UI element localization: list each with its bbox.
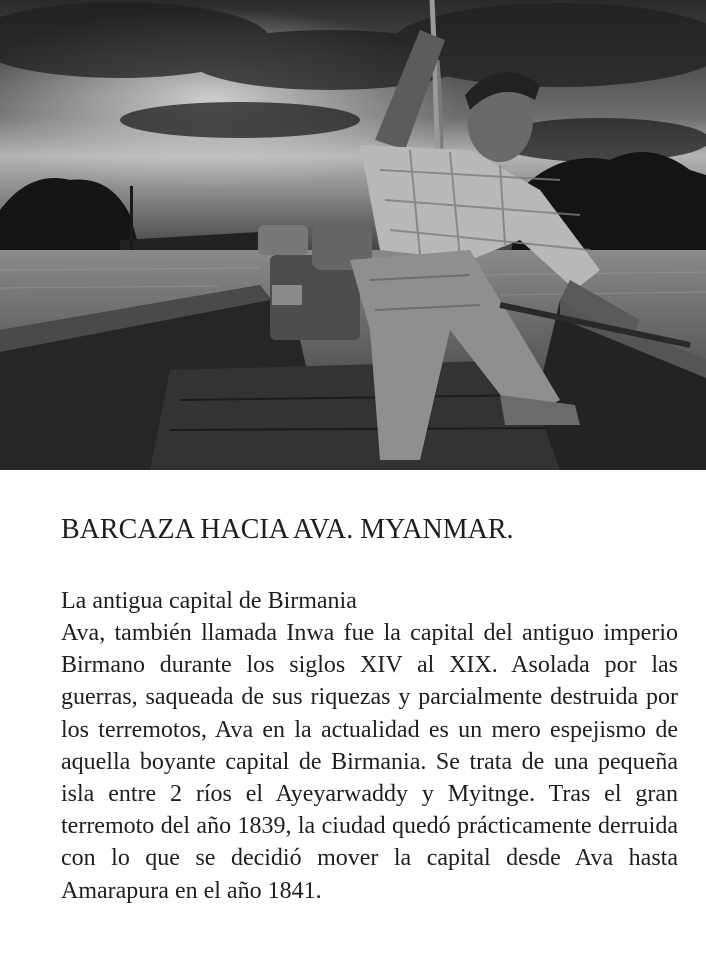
caption-block [61,512,678,907]
photo-image [0,0,706,470]
article-subtitle: La antigua capital de Birmania [61,588,357,614]
article-body: Ava, también llamada Inwa fue la capital del antiguo imperio Birmano durante los siglos XIV al XIX. Asolada por las guerras, saqueada de sus riquezas y parcialmente destruida por los terremotos, Ava en la actualidad es un mero espejismo de aquella boyante capital de Birmania. Se trata de una pequeña isla entre 2 ríos el Ayeyarwaddy y Myitnge. Tras el gran terremoto del año 1839, la ciudad quedó prácticamente derruida con lo que se decidió mover la capital desde Ava hasta Amarapura en el año 1841. [61,620,678,904]
boat-engine [258,225,372,340]
boat-photo [0,0,706,470]
article-title: BARCAZA HACIA AVA. MYANMAR. [61,514,514,545]
